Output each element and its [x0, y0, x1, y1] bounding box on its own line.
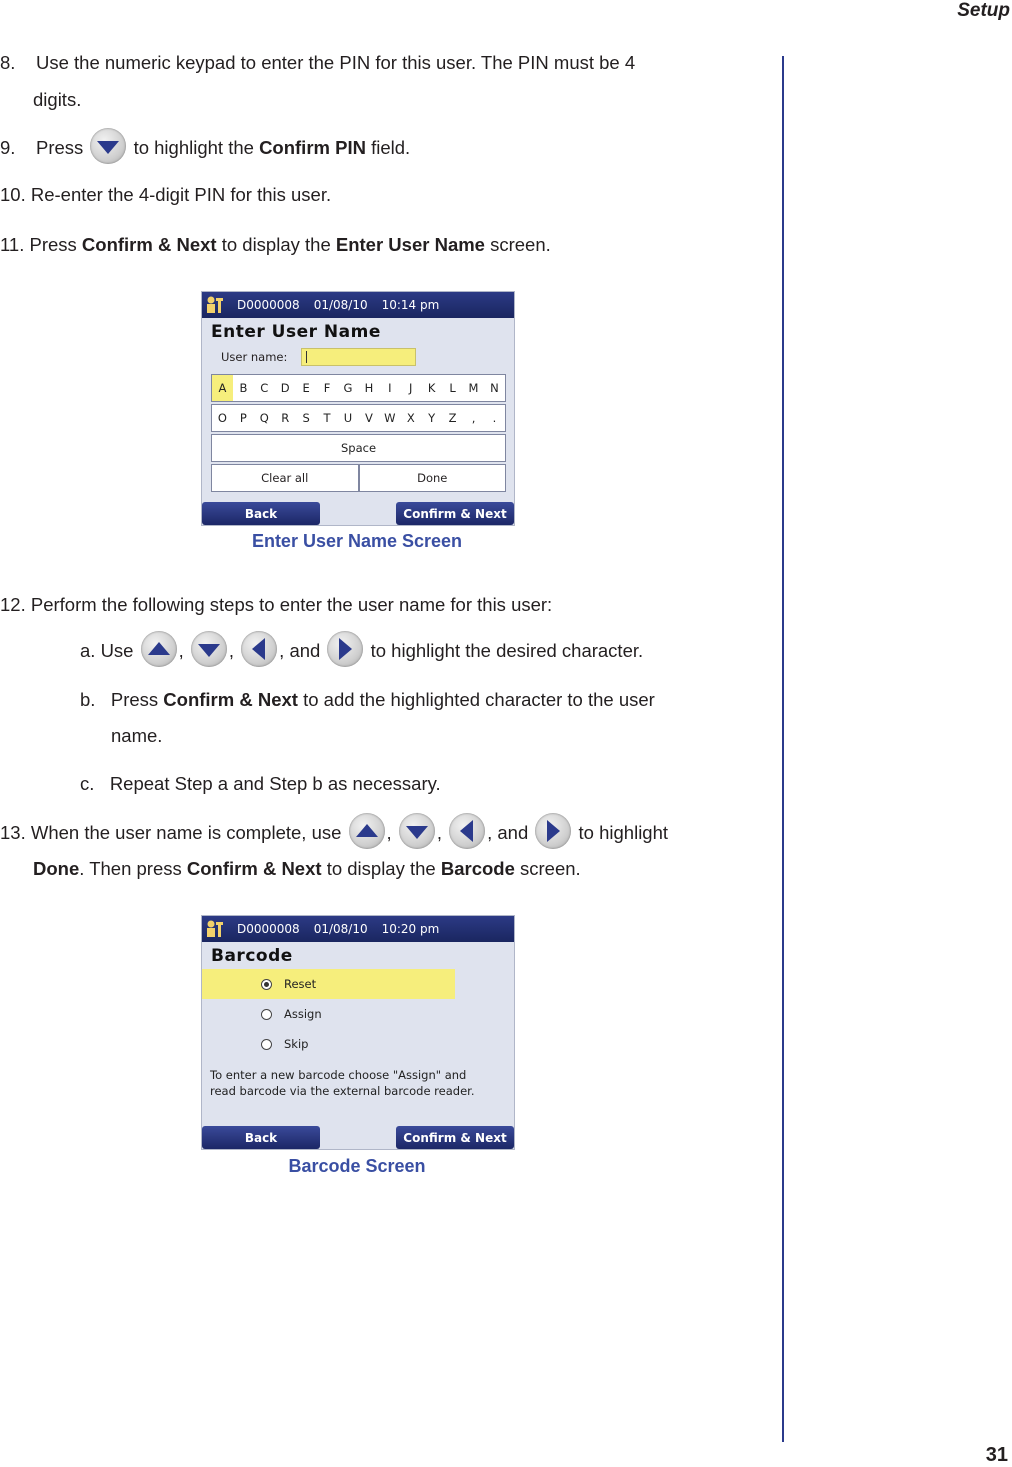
- field-name: Confirm PIN: [259, 137, 366, 158]
- button-name: Confirm & Next: [163, 689, 298, 710]
- separator: , and: [487, 822, 529, 843]
- screen-name: Barcode: [440, 858, 515, 879]
- button-name: Confirm & Next: [186, 858, 322, 879]
- step-text: screen.: [490, 234, 551, 255]
- step-11: [0, 226, 551, 263]
- step-text: Press: [36, 137, 84, 158]
- option-reset[interactable]: [202, 969, 455, 999]
- key-char[interactable]: P: [239, 411, 247, 425]
- key-name: Done: [33, 858, 80, 879]
- separator: ,: [386, 822, 392, 843]
- step-text: to highlight: [578, 822, 669, 843]
- figure-caption: Barcode Screen: [288, 1156, 426, 1176]
- key-char[interactable]: K: [427, 381, 436, 395]
- step-text: to display the: [221, 234, 331, 255]
- option-skip[interactable]: [202, 1029, 514, 1059]
- page-number: 31: [985, 1444, 1008, 1466]
- screen-title: Enter User Name: [211, 322, 381, 342]
- status-time: 10:14 pm: [381, 298, 440, 312]
- step-13-line2: [33, 850, 581, 887]
- step-number: 9.: [0, 137, 16, 158]
- back-button[interactable]: Back: [202, 1126, 320, 1149]
- step-text: 13. When the user name is complete, use: [0, 822, 342, 843]
- step-text: a. Use: [80, 640, 134, 661]
- device-id: D0000008: [237, 298, 300, 312]
- step-text: to highlight the desired character.: [370, 640, 644, 661]
- screen-title: Barcode: [211, 946, 293, 966]
- down-arrow-button-icon: [399, 813, 435, 849]
- option-label: Reset: [284, 977, 317, 991]
- key-char[interactable]: U: [343, 411, 353, 425]
- confirm-next-button[interactable]: Confirm & Next: [396, 502, 514, 525]
- key-char[interactable]: S: [302, 411, 310, 425]
- key-char[interactable]: C: [260, 381, 269, 395]
- option-label: Assign: [284, 1007, 322, 1021]
- status-bar: [202, 292, 514, 318]
- right-arrow-button-icon: [327, 631, 363, 667]
- key-char[interactable]: R: [281, 411, 290, 425]
- status-date: 01/08/10: [313, 298, 368, 312]
- key-char[interactable]: G: [343, 381, 353, 395]
- key-selected[interactable]: A: [212, 375, 233, 401]
- step-12a: [80, 632, 643, 669]
- key-char[interactable]: W: [384, 411, 396, 425]
- step-10: 10. Re-enter the 4-digit PIN for this user.: [0, 184, 332, 205]
- step-8: [0, 44, 635, 81]
- barcode-instructions: [202, 1059, 514, 1099]
- key-char[interactable]: ,: [471, 411, 476, 425]
- key-char[interactable]: N: [490, 381, 499, 395]
- key-char[interactable]: M: [468, 381, 479, 395]
- up-arrow-button-icon: [141, 631, 177, 667]
- status-date: 01/08/10: [313, 922, 368, 936]
- keyboard-row-1: [211, 374, 506, 402]
- user-settings-icon: [205, 919, 227, 939]
- device-id: D0000008: [237, 922, 300, 936]
- radio-icon: [261, 1039, 272, 1050]
- down-arrow-button-icon: [90, 128, 126, 164]
- separator: ,: [178, 640, 184, 661]
- step-text: 11. Press: [0, 234, 77, 255]
- key-char[interactable]: Z: [448, 411, 457, 425]
- step-text: Press: [110, 689, 159, 710]
- on-screen-keyboard: [211, 374, 506, 492]
- radio-selected-icon: [261, 979, 272, 990]
- option-assign[interactable]: [202, 999, 514, 1029]
- step-text: field.: [371, 137, 411, 158]
- confirm-next-button[interactable]: Confirm & Next: [396, 1126, 514, 1149]
- enter-user-name-screen: [201, 291, 515, 526]
- space-key[interactable]: Space: [211, 434, 506, 462]
- key-char[interactable]: X: [406, 411, 415, 425]
- left-arrow-button-icon: [241, 631, 277, 667]
- instruction-line: read barcode via the external barcode reader.: [210, 1084, 475, 1098]
- step-text: . Then press: [79, 858, 182, 879]
- step-text: to display the: [326, 858, 436, 879]
- status-time: 10:20 pm: [381, 922, 440, 936]
- step-12c: [80, 765, 441, 802]
- step-9: [0, 129, 410, 166]
- key-char[interactable]: J: [409, 381, 413, 395]
- right-arrow-button-icon: [535, 813, 571, 849]
- clear-all-key[interactable]: Clear all: [211, 464, 359, 492]
- step-text: to add the highlighted character to the user: [303, 689, 655, 710]
- key-char[interactable]: F: [323, 381, 331, 395]
- radio-icon: [261, 1009, 272, 1020]
- key-char[interactable]: V: [364, 411, 373, 425]
- key-char[interactable]: .: [492, 411, 497, 425]
- keyboard-row-2: [211, 404, 506, 432]
- step-13: [0, 814, 668, 851]
- step-12b-line2: name.: [111, 725, 163, 746]
- key-char[interactable]: Q: [259, 411, 269, 425]
- step-12: 12. Perform the following steps to enter the user name for this user:: [0, 594, 553, 615]
- down-arrow-button-icon: [191, 631, 227, 667]
- margin-rule: [782, 56, 784, 1442]
- key-char[interactable]: L: [449, 381, 456, 395]
- section-header: Setup: [957, 0, 1010, 21]
- left-arrow-button-icon: [449, 813, 485, 849]
- done-key[interactable]: Done: [359, 464, 507, 492]
- separator: , and: [279, 640, 321, 661]
- key-char[interactable]: T: [323, 411, 331, 425]
- step-8-line2: digits.: [33, 89, 82, 110]
- key-char[interactable]: H: [364, 381, 374, 395]
- step-number: 8.: [0, 52, 16, 73]
- step-text: screen.: [520, 858, 581, 879]
- user-name-input[interactable]: [301, 348, 416, 366]
- step-text: Repeat Step a and Step b as necessary.: [109, 773, 441, 794]
- key-char[interactable]: O: [217, 411, 227, 425]
- barcode-screen: [201, 915, 515, 1150]
- step-label: c.: [80, 773, 95, 794]
- key-char[interactable]: E: [302, 381, 310, 395]
- figure-caption: Enter User Name Screen: [251, 531, 463, 551]
- back-button[interactable]: Back: [202, 502, 320, 525]
- key-char[interactable]: I: [388, 381, 392, 395]
- user-settings-icon: [205, 295, 227, 315]
- key-char[interactable]: D: [280, 381, 290, 395]
- separator: ,: [228, 640, 235, 661]
- button-name: Confirm & Next: [81, 234, 217, 255]
- screen-name: Enter User Name: [335, 234, 485, 255]
- field-label: User name:: [221, 350, 288, 364]
- instruction-line: To enter a new barcode choose "Assign" and: [210, 1068, 467, 1082]
- up-arrow-button-icon: [349, 813, 385, 849]
- separator: ,: [436, 822, 442, 843]
- step-label: b.: [80, 689, 96, 710]
- step-text: to highlight the: [133, 137, 254, 158]
- step-12b: [80, 681, 655, 718]
- key-char[interactable]: Y: [428, 411, 436, 425]
- step-text: Use the numeric keypad to enter the PIN for this user. The PIN must be 4: [36, 52, 636, 73]
- status-bar: [202, 916, 514, 942]
- option-label: Skip: [284, 1037, 309, 1051]
- key-char[interactable]: B: [239, 381, 248, 395]
